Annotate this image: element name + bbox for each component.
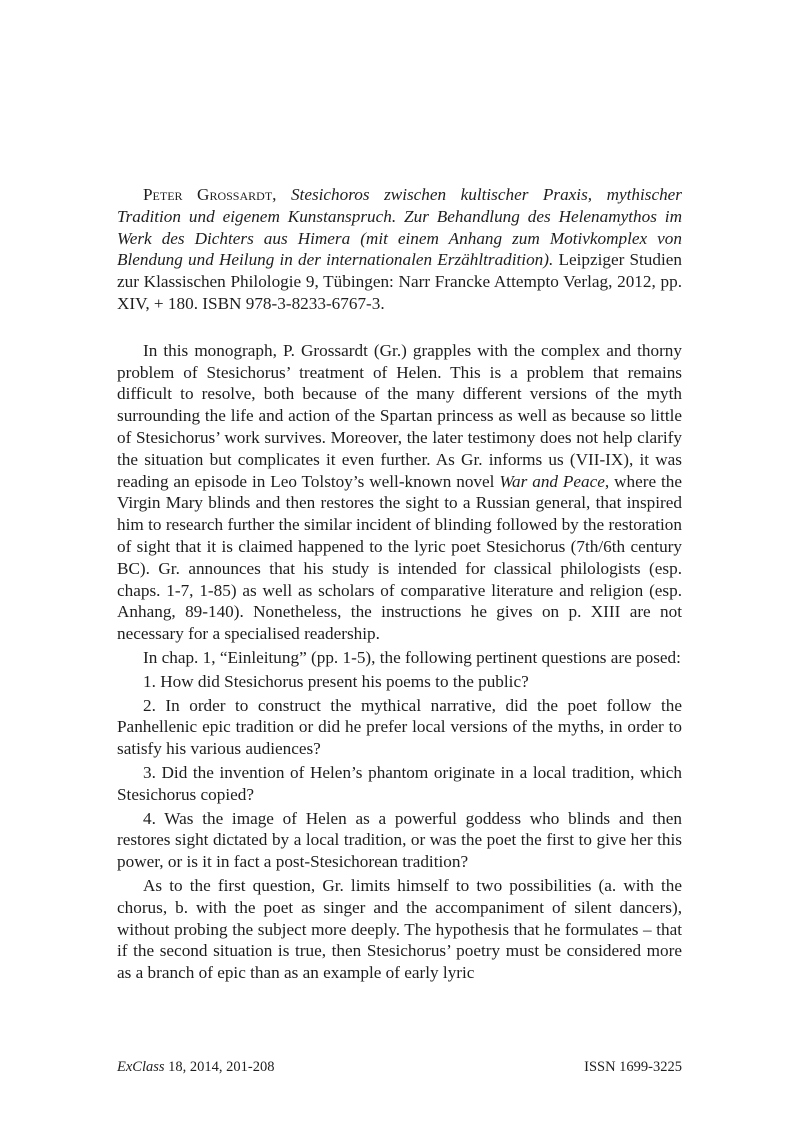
paragraph-intro-text-1: In this monograph, P. Grossardt (Gr.) grapples with the complex and thorny problem of Stesichorus’ treatment of Helen. This is a problem that remains difficult to resolve, both because of the many different versions of the myth surrounding the life and action of the Spartan princess as well as because so little of Stesichorus’ work survives. Moreover, the later testimony does not help clarify the situation but complicates it even further. As Gr. informs us (VII-IX), it was reading an episode in Leo Tolstoy’s well-known novel (117, 340, 682, 491)
question-2: 2. In order to construct the mythical narrative, did the poet follow the Panhellenic epic tradition or did he prefer local versions of the myths, in order to satisfy his various audiences? (117, 695, 682, 759)
paragraph-first-question: As to the first question, Gr. limits himself to two possibilities (a. with the chorus, b. with the poet as singer and the accompaniment of silent dancers), without probing the subject more deeply. The hypothesis that he formulates – that if the second situation is true, then Stesichorus’ poetry must be considered more as a branch of epic than as an example of early lyric (117, 875, 682, 983)
question-1: 1. How did Stesichorus present his poems to the public? (143, 671, 529, 691)
citation-separator: , (272, 185, 291, 204)
citation-publication: Leipziger Studien zur Klassischen Philologie 9, Tübingen: Narr Francke Attempto Verlag, 2012, pp. XIV, + 180. ISBN 978-3-8233-6767-3. (117, 250, 682, 313)
book-citation (117, 184, 682, 315)
paragraph-intro (117, 340, 682, 645)
paragraph-intro-text-2: , where the Virgin Mary blinds and then restores the sight to a Russian general, that inspired him to research further the similar incident of blinding followed by the restoration of sight that it is claimed happened to the lyric poet Stesichorus (7th/6th century BC). Gr. announces that his study is intended for classical philologists (esp. chaps. 1-7, 1-85) as well as scholars of comparative literature and religion (esp. Anhang, 89-140). Nonetheless, the instructions he gives on p. XIII are not necessary for a specialised readership. (117, 471, 682, 644)
paragraph-questions-intro: In chap. 1, “Einleitung” (pp. 1-5), the following pertinent questions are posed: (143, 647, 681, 667)
question-4: 4. Was the image of Helen as a powerful goddess who blinds and then restores sight dictated by a local tradition, or was the poet the first to give her this power, or is it in fact a post-Stesichorean tradition? (117, 808, 682, 872)
page-footer (117, 1059, 682, 1076)
footer-issn: ISSN 1699-3225 (584, 1059, 682, 1075)
page-content (117, 184, 682, 984)
paragraph-intro-italic: War and Peace (499, 471, 605, 491)
footer-journal-name: ExClass (117, 1059, 165, 1075)
citation-author: Peter Grossardt (143, 185, 273, 204)
footer-journal-info (117, 1059, 275, 1076)
citation-book-title: Stesichoros zwischen kultischer Praxis, mythischer Tradition und eigenem Kunstanspruch. Zur Behandlung des Helenamythos im Werk des Dichters aus Himera (mit einem Anhang zum Motivkomplex von Blendung und Heilung in der internationalen Erzähltradition). (117, 185, 682, 270)
footer-volume-info: 18, 2014, 201-208 (164, 1059, 275, 1075)
question-3: 3. Did the invention of Helen’s phantom originate in a local tradition, which Stesichorus copied? (117, 762, 682, 804)
